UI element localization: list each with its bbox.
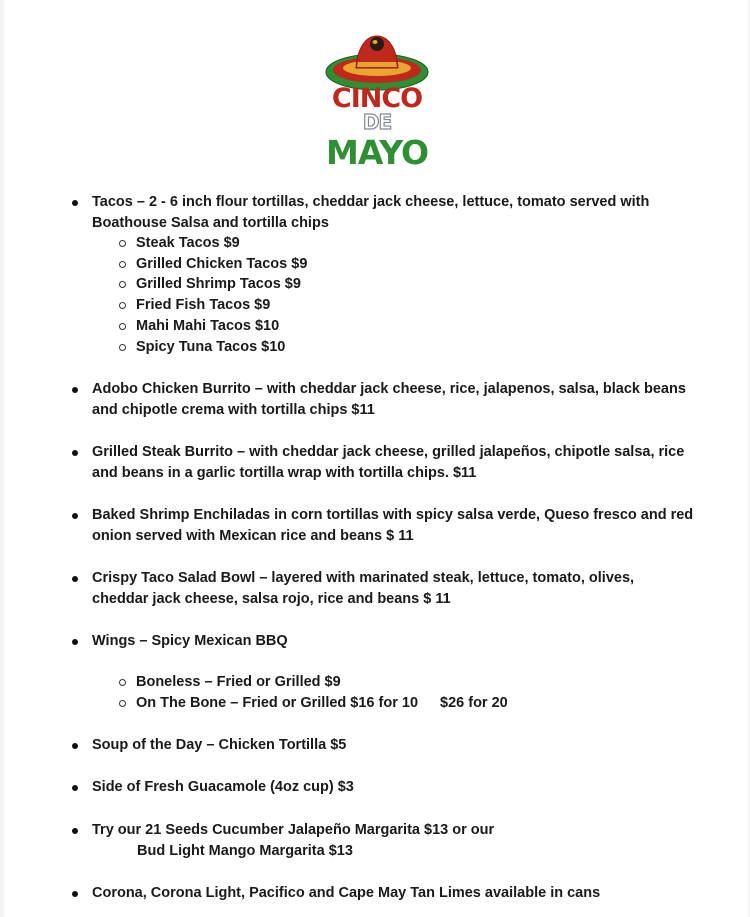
logo-word-cinco: CINCO xyxy=(331,83,423,114)
logo-word-mayo: MAYO xyxy=(326,133,428,172)
menu-item-beer: Corona, Corona Light, Pacifico and Cape May Tan Limes available in cans xyxy=(92,883,712,904)
menu-item-adobo-burrito: Adobo Chicken Burrito – with cheddar jack cheese, rice, jalapenos, salsa, black beans and chipotle crema with tortilla chips $11 xyxy=(92,379,712,421)
taco-option: Fried Fish Tacos $9 xyxy=(136,295,696,316)
sub-bullet xyxy=(119,261,126,268)
menu-item-taco-salad: Crispy Taco Salad Bowl – layered with marinated steak, lettuce, tomato, olives, cheddar jack cheese, salsa rojo, rice and beans $ 11 xyxy=(92,568,712,610)
bullet xyxy=(72,387,78,393)
sub-bullet xyxy=(119,700,126,707)
taco-option: Steak Tacos $9 xyxy=(136,233,696,254)
menu-item-wings: Wings – Spicy Mexican BBQ xyxy=(92,631,712,652)
tacos-description-line1: Tacos – 2 - 6 inch flour tortillas, cheddar jack cheese, lettuce, tomato served with xyxy=(92,194,650,210)
bullet xyxy=(72,785,78,791)
menu-item-tacos xyxy=(92,192,712,234)
bullet xyxy=(72,200,78,206)
menu-item-guacamole: Side of Fresh Guacamole (4oz cup) $3 xyxy=(92,777,712,798)
taco-option: Mahi Mahi Tacos $10 xyxy=(136,316,696,337)
sub-bullet xyxy=(119,679,126,686)
taco-option: Grilled Chicken Tacos $9 xyxy=(136,254,696,275)
bullet xyxy=(72,450,78,456)
tacos-description-line2: Boathouse Salsa and tortilla chips xyxy=(92,215,329,231)
taco-option: Spicy Tuna Tacos $10 xyxy=(136,337,696,358)
menu-item-steak-burrito: Grilled Steak Burrito – with cheddar jack cheese, grilled jalapeños, chipotle salsa, rice and beans in a garlic tortilla wrap with tortilla chips. $11 xyxy=(92,442,712,484)
menu-item-margarita: Try our 21 Seeds Cucumber Jalapeño Margarita $13 or our Bud Light Mango Margarita $13 xyxy=(92,820,712,862)
bullet xyxy=(72,513,78,519)
cinco-de-mayo-logo xyxy=(322,30,432,175)
wings-option-boneless: Boneless – Fried or Grilled $9 xyxy=(136,672,696,693)
sub-bullet xyxy=(119,344,126,351)
sub-bullet xyxy=(119,240,126,247)
sub-bullet xyxy=(119,302,126,309)
bullet xyxy=(72,639,78,645)
taco-option: Grilled Shrimp Tacos $9 xyxy=(136,274,696,295)
bullet xyxy=(72,891,78,897)
logo-word-de: DE xyxy=(362,110,392,134)
menu-item-soup: Soup of the Day – Chicken Tortilla $5 xyxy=(92,735,712,756)
menu-item-shrimp-enchiladas: Baked Shrimp Enchiladas in corn tortillas with spicy salsa verde, Queso fresco and red onion served with Mexican rice and beans $ 11 xyxy=(92,505,712,547)
menu-page xyxy=(4,0,748,917)
sub-bullet xyxy=(119,323,126,330)
bullet xyxy=(72,743,78,749)
sub-bullet xyxy=(119,281,126,288)
bullet xyxy=(72,828,78,834)
wings-option-on-bone: On The Bone – Fried or Grilled $16 for 10 $26 for 20 xyxy=(136,693,696,714)
bullet xyxy=(72,576,78,582)
